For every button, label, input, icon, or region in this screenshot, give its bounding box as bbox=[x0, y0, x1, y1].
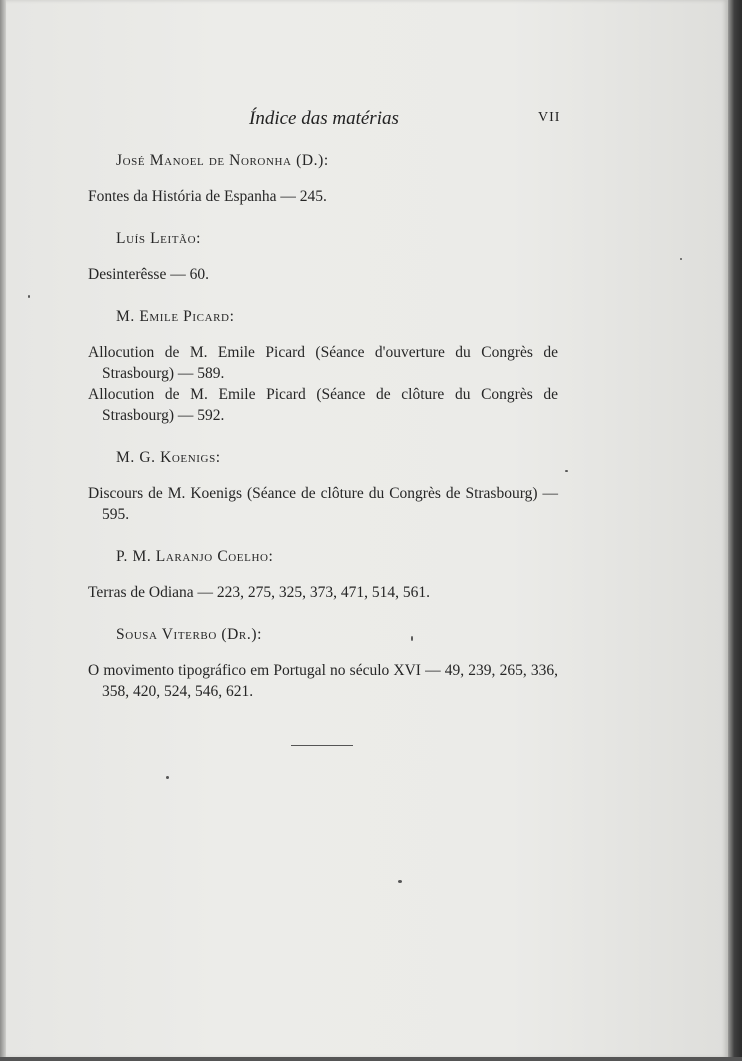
author-heading: Sousa Viterbo (Dr.): bbox=[116, 626, 262, 643]
index-section bbox=[88, 228, 558, 285]
running-head bbox=[0, 108, 742, 134]
author-heading: M. G. Koenigs: bbox=[116, 449, 221, 466]
paper-speck bbox=[680, 258, 682, 260]
page-bottom-edge bbox=[0, 1057, 742, 1061]
author-heading: Luís Leitão: bbox=[116, 230, 202, 247]
index-entry: Terras de Odiana — 223, 275, 325, 373, 471, 514, 561. bbox=[88, 584, 431, 601]
index-entry: Desinterêsse — 60. bbox=[88, 266, 209, 283]
index-entry: O movimento tipográfico em Portugal no século XVI — 49, 239, 265, 336, 358, 420, 524, 546, 621. bbox=[88, 662, 558, 700]
paper-speck bbox=[411, 636, 413, 641]
book-binding-edge bbox=[728, 0, 742, 1061]
index-section bbox=[88, 306, 558, 426]
index-section bbox=[88, 624, 558, 702]
author-heading: M. Emile Picard: bbox=[116, 308, 235, 325]
index-entry: Allocution de M. Emile Picard (Séance d'ouverture du Congrès de Strasbourg) — 589. bbox=[88, 344, 558, 382]
author-heading: P. M. Laranjo Coelho: bbox=[116, 548, 274, 565]
index-section bbox=[88, 546, 558, 603]
paper-speck bbox=[28, 295, 30, 298]
index-entry: Fontes da História de Espanha — 245. bbox=[88, 188, 327, 205]
running-title: Índice das matérias bbox=[249, 108, 399, 129]
paper-speck bbox=[565, 470, 568, 472]
index-entry: Discours de M. Koenigs (Séance de clôture du Congrès de Strasbourg) — 595. bbox=[88, 485, 558, 523]
index-entry: Allocution de M. Emile Picard (Séance de clôture du Congrès de Strasbourg) — 592. bbox=[88, 386, 558, 424]
closing-rule bbox=[291, 745, 353, 746]
index-content bbox=[88, 150, 558, 723]
page-number: VII bbox=[538, 110, 561, 125]
index-section bbox=[88, 447, 558, 525]
author-heading: José Manoel de Noronha (D.): bbox=[116, 152, 329, 169]
paper-speck bbox=[398, 880, 402, 883]
index-section bbox=[88, 150, 558, 207]
paper-speck bbox=[166, 776, 169, 779]
